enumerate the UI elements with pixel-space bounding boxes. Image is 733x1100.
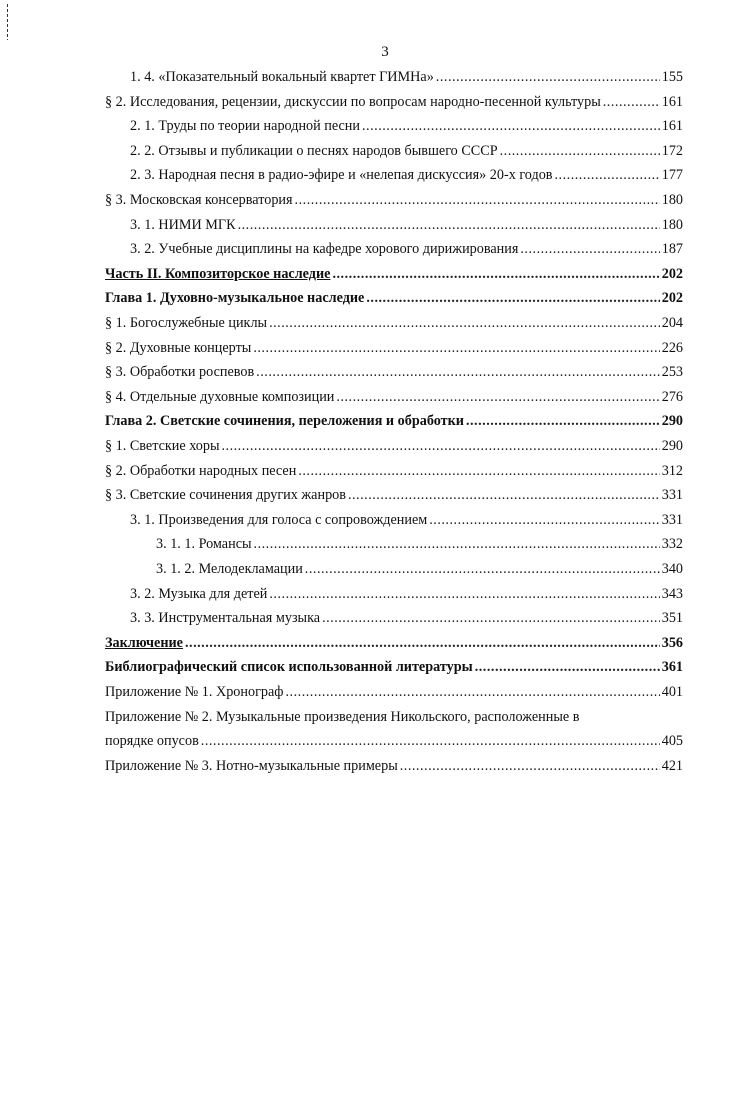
toc-entry [0,164,733,186]
toc-entry-label: § 3. Светские сочинения других жанров [105,487,346,504]
toc-entry [0,337,733,359]
toc-dot-leader [286,681,660,703]
toc-entry-label: Часть II. Композиторское наследие [105,265,331,282]
toc-dot-leader [221,435,659,457]
toc-entry-label: 3. 1. 2. Мелодекламации [156,561,303,577]
toc-entry-page: 202 [661,290,683,307]
toc-entry-label: Приложение № 1. Хронограф [105,684,284,700]
toc-entry-label: порядке опусов [105,733,199,750]
toc-dot-leader [253,337,659,359]
toc-entry [0,730,733,752]
toc-entry [0,484,733,506]
toc-entry [0,312,733,334]
page-number: 3 [381,44,389,60]
toc-entry [0,681,733,703]
toc-entry-label: 3. 1. НИМИ МГК [130,216,236,233]
toc-dot-leader [429,509,659,531]
toc-entry-page: 155 [661,69,683,85]
toc-entry-page: 177 [661,167,683,184]
toc-entry-label: § 1. Светские хоры [105,438,220,454]
toc-entry-label: 1. 4. «Показательный вокальный квартет ГИМНа» [130,69,434,85]
toc-dot-leader [466,410,660,432]
toc-entry-label: Приложение № 3. Нотно-музыкальные примеры [105,757,398,774]
toc-dot-leader [298,460,659,482]
toc-entry-page: 343 [661,585,683,602]
toc-entry-label: § 2. Исследования, рецензии, дискуссии по вопросам народно-песенной культуры [105,93,601,110]
toc-dot-leader [269,312,660,334]
toc-entry-page: 405 [661,733,683,750]
toc-entry-page: 290 [661,413,683,430]
toc-entry-label: 3. 1. 1. Романсы [156,536,252,553]
scan-artifact-mark [6,4,9,40]
toc-entry-page: 401 [661,684,683,700]
toc-entry [0,706,733,728]
toc-dot-leader [366,287,659,309]
toc-entry-page: 340 [661,561,683,577]
toc-entry-page: 332 [661,536,683,553]
toc-entry-label: 3. 2. Музыка для детей [130,585,268,602]
toc-entry-label: 2. 2. Отзывы и публикации о песнях народов бывшего СССР [130,142,498,159]
toc-entry-label: § 4. Отдельные духовные композиции [105,388,335,405]
toc-entry-page: 351 [661,610,683,627]
toc-entry [0,386,733,408]
toc-entry-page: 180 [661,216,683,233]
toc-entry [0,509,733,531]
toc-dot-leader [520,238,659,260]
toc-entry-page: 312 [661,462,683,479]
toc-entry [0,361,733,383]
toc-dot-leader [269,583,659,605]
toc-entry-label: Заключение [105,634,183,651]
toc-entry [0,287,733,309]
toc-entry-page: 202 [661,265,683,282]
toc-dot-leader [475,656,660,678]
toc-entry-label: 3. 3. Инструментальная музыка [130,610,321,627]
toc-entry-label: § 2. Обработки народных песен [105,462,297,479]
toc-entry [0,435,733,457]
toc-entry [0,632,733,654]
toc-entry [0,91,733,113]
toc-entry-page: 421 [661,757,683,774]
toc-entry-page: 356 [661,634,683,651]
toc-dot-leader [362,115,660,137]
toc-entry-label: 3. 2. Учебные дисциплины на кафедре хорового дирижирования [130,241,519,258]
toc-entry-label: Приложение № 2. Музыкальные произведения Никольского, расположенные в [105,708,580,725]
toc-entry-label: § 3. Московская консерватория [105,192,293,208]
toc-dot-leader [336,386,659,408]
toc-entry [0,140,733,162]
toc-dot-leader [256,361,660,383]
toc-dot-leader [400,755,660,777]
toc-entry-label: § 3. Обработки роспевов [105,364,255,381]
toc-entry [0,607,733,629]
toc-dot-leader [555,164,660,186]
toc-entry-label: 2. 1. Труды по теории народной песни [130,118,360,135]
toc-entry [0,238,733,260]
toc-entry [0,533,733,555]
toc-entry-label: Библиографический список использованной литературы [105,659,473,676]
toc-entry-page: 172 [661,142,683,159]
toc-entry-page: 204 [661,315,683,331]
toc-dot-leader [254,533,660,555]
toc-dot-leader [201,730,660,752]
toc-entry-page: 361 [661,659,683,676]
toc-entry [0,460,733,482]
toc-dot-leader [295,189,660,211]
toc-entry [0,656,733,678]
toc-dot-leader [348,484,660,506]
toc-entry-label: § 2. Духовные концерты [105,339,252,356]
toc-entry [0,66,733,88]
toc-entry-page: 161 [661,93,683,110]
toc-entry [0,410,733,432]
toc-entry-label: 3. 1. Произведения для голоса с сопровождением [130,511,428,528]
toc-entry [0,214,733,236]
toc-dot-leader [332,263,659,285]
toc-entry-page: 276 [661,388,683,405]
toc-entry-label: Глава 1. Духовно-музыкальное наследие [105,290,365,307]
toc-entry [0,115,733,137]
toc-entry-page: 180 [661,192,683,208]
toc-entry [0,755,733,777]
toc-dot-leader [603,91,660,113]
toc-dot-leader [500,140,660,162]
toc-entry-label: Глава 2. Светские сочинения, переложения и обработки [105,413,464,430]
toc-entry [0,189,733,211]
toc-entry [0,583,733,605]
toc-entry-page: 253 [661,364,683,381]
toc-dot-leader [305,558,660,580]
toc-dot-leader [185,632,660,654]
toc-entry-page: 290 [661,438,683,454]
toc-entry-page: 161 [661,118,683,135]
toc-entry-page: 331 [661,511,683,528]
toc-entry-label: 2. 3. Народная песня в радио-эфире и «нелепая дискуссия» 20-х годов [130,167,553,184]
toc-entry-page: 226 [661,339,683,356]
toc-entry-page: 187 [661,241,683,258]
toc-entry [0,558,733,580]
toc-dot-leader [436,66,660,88]
toc-dot-leader [238,214,660,236]
toc-entry [0,263,733,285]
toc-entry-page: 331 [661,487,683,504]
toc-dot-leader [322,607,660,629]
toc-entry-label: § 1. Богослужебные циклы [105,315,268,331]
